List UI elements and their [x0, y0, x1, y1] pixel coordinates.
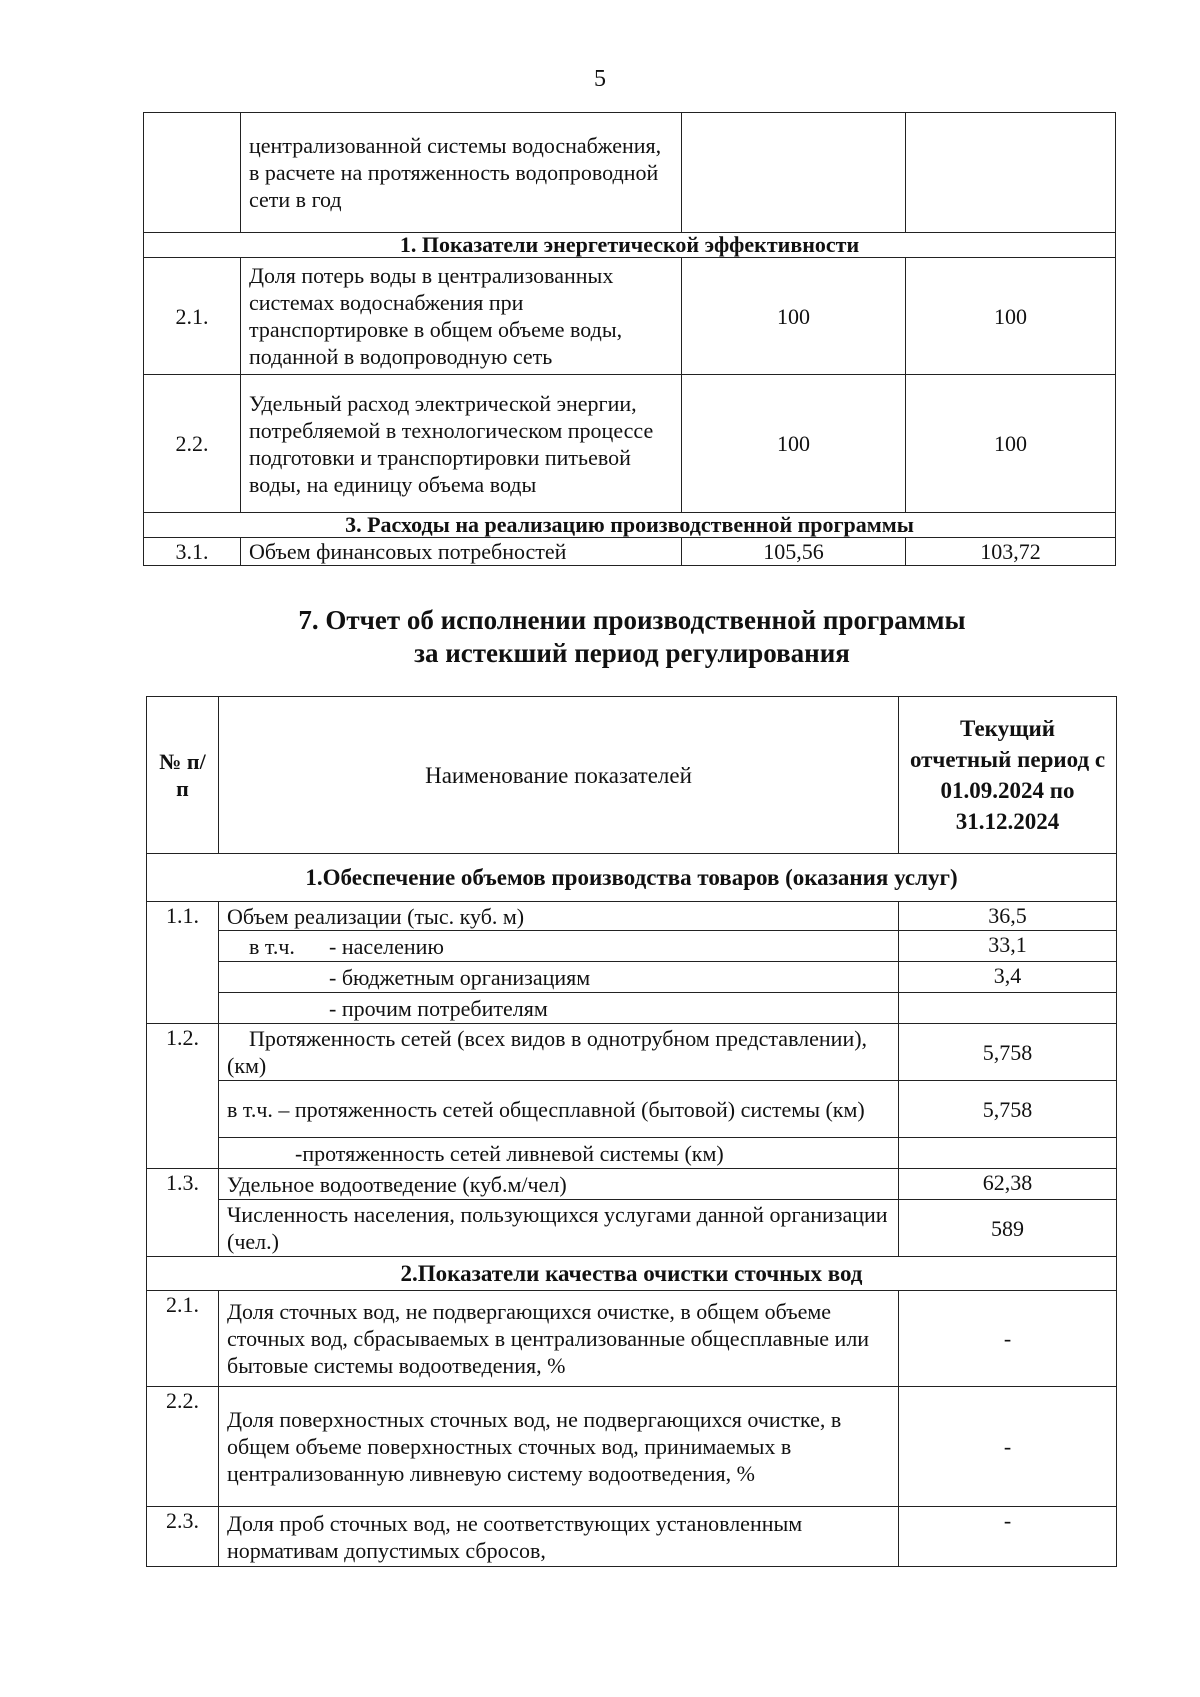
section-title: 1.Обеспечение объемов производства товаров (оказания услуг): [147, 854, 1117, 902]
value-cell: 33,1: [899, 931, 1117, 962]
value-cell: 36,5: [899, 902, 1117, 931]
indicator-name-cell: Протяженность сетей (всех видов в однотрубном представлении), (км): [219, 1024, 899, 1081]
row-number-cell: 2.1.: [147, 1291, 219, 1387]
value-cell: [906, 113, 1116, 233]
value-cell: 5,758: [899, 1024, 1117, 1081]
indicator-name-cell: Доля поверхностных сточных вод, не подвергающихся очистке, в общем объеме поверхностных сточных вод, принимаемых в централизованную ливневую систему водоотведения, %: [219, 1387, 899, 1507]
table-row: [147, 962, 1117, 993]
value-cell: 62,38: [899, 1169, 1117, 1200]
table-row: [147, 1387, 1117, 1507]
subitem-label: - населению: [329, 933, 444, 959]
targets-table: [143, 112, 1116, 566]
section-row: [144, 233, 1116, 258]
value-cell: -: [899, 1387, 1117, 1507]
header-number: № п/п: [147, 697, 219, 854]
section-row: [147, 1257, 1117, 1291]
subitem-prefix: в т.ч.: [249, 933, 295, 959]
header-name: Наименование показателей: [219, 697, 899, 854]
indicator-name-cell: в т.ч. – протяженность сетей общесплавной (бытовой) системы (км): [219, 1081, 899, 1138]
value-cell: 105,56: [682, 538, 906, 566]
section-title: 1. Показатели энергетической эффективности: [144, 233, 1116, 258]
row-number-cell: 1.3.: [147, 1169, 219, 1257]
table-row: [147, 1138, 1117, 1169]
indicator-name-cell: Удельное водоотведение (куб.м/чел): [219, 1169, 899, 1200]
value-cell: 100: [906, 258, 1116, 375]
section-row: [144, 513, 1116, 538]
header-row: [147, 697, 1117, 854]
value-cell: [899, 993, 1117, 1024]
indicator-name-cell: Доля сточных вод, не подвергающихся очистке, в общем объеме сточных вод, сбрасываемых в централизованные общесплавные или бытовые системы водоотведения, %: [219, 1291, 899, 1387]
report-table: [146, 696, 1117, 1567]
table-row: [147, 1291, 1117, 1387]
value-cell: 100: [906, 375, 1116, 513]
row-number-cell: 2.1.: [144, 258, 241, 375]
indicator-name-cell: Численность населения, пользующихся услугами данной организации (чел.): [219, 1200, 899, 1257]
row-number-cell: 1.1.: [147, 902, 219, 1024]
indicator-name-cell: Удельный расход электрической энергии, потребляемой в технологическом процессе подготовки и транспортировки питьевой воды, на единицу объема воды: [241, 375, 682, 513]
report-title: [0, 604, 1200, 670]
indicator-name-cell: централизованной системы водоснабжения, в расчете на протяженность водопроводной сети в год: [241, 113, 682, 233]
value-cell: -: [899, 1507, 1117, 1567]
section-row: [147, 854, 1117, 902]
indicator-name-cell: - бюджетным организациям: [219, 962, 899, 993]
table-row: [144, 538, 1116, 566]
report-title-line: 7. Отчет об исполнении производственной программы: [298, 605, 966, 635]
row-number-cell: 2.2.: [147, 1387, 219, 1507]
value-cell: 100: [682, 375, 906, 513]
value-cell: 3,4: [899, 962, 1117, 993]
section-title: 3. Расходы на реализацию производственной программы: [144, 513, 1116, 538]
report-title-line: за истекший период регулирования: [414, 638, 850, 668]
value-cell: -: [899, 1291, 1117, 1387]
row-number-cell: 1.2.: [147, 1024, 219, 1169]
indicator-name-cell: Доля проб сточных вод, не соответствующих установленным нормативам допустимых сбросов,: [219, 1507, 899, 1567]
value-cell: 100: [682, 258, 906, 375]
row-number-cell: 3.1.: [144, 538, 241, 566]
table-row: [144, 258, 1116, 375]
section-title: 2.Показатели качества очистки сточных вод: [147, 1257, 1117, 1291]
table-row: [147, 1169, 1117, 1200]
indicator-name-cell: Объем реализации (тыс. куб. м): [219, 902, 899, 931]
indicator-name-cell: Доля потерь воды в централизованных системах водоснабжения при транспортировке в общем объеме воды, поданной в водопроводную сеть: [241, 258, 682, 375]
table-row: [144, 113, 1116, 233]
row-number-cell: 2.2.: [144, 375, 241, 513]
indicator-name-cell: - прочим потребителям: [219, 993, 899, 1024]
row-number-cell: [144, 113, 241, 233]
value-cell: [899, 1138, 1117, 1169]
table-row: [147, 993, 1117, 1024]
page-number: 5: [594, 66, 606, 92]
value-cell: 5,758: [899, 1081, 1117, 1138]
value-cell: [682, 113, 906, 233]
indicator-name-cell: -протяженность сетей ливневой системы (км): [219, 1138, 899, 1169]
row-number-cell: 2.3.: [147, 1507, 219, 1567]
table-row: [147, 1081, 1117, 1138]
table-row: [147, 931, 1117, 962]
value-cell: 589: [899, 1200, 1117, 1257]
header-period: Текущий отчетный период с 01.09.2024 по 31.12.2024: [899, 697, 1117, 854]
table-row: [144, 375, 1116, 513]
indicator-name-cell: Объем финансовых потребностей: [241, 538, 682, 566]
table-row: [147, 902, 1117, 931]
table-row: [147, 1507, 1117, 1567]
indicator-name-cell: [219, 931, 899, 962]
value-cell: 103,72: [906, 538, 1116, 566]
table-row: [147, 1024, 1117, 1081]
table-row: [147, 1200, 1117, 1257]
